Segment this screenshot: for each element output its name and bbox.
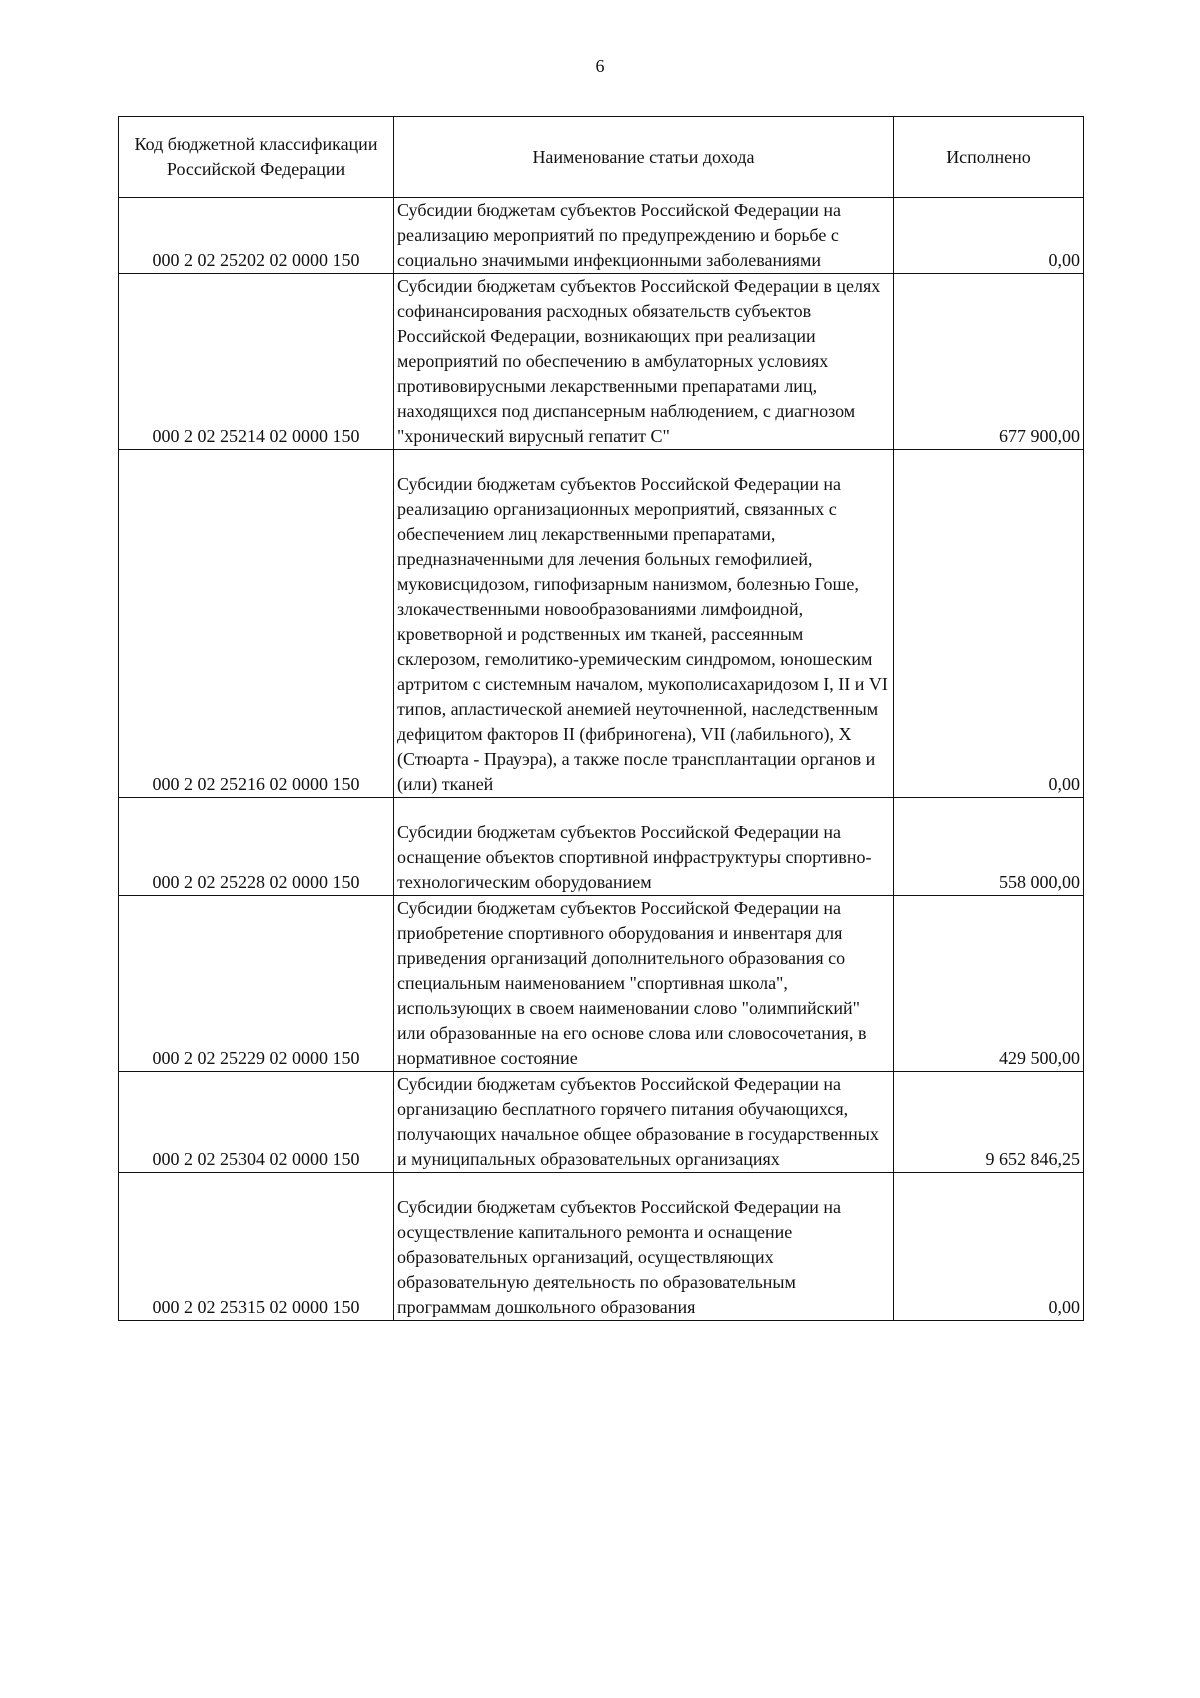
revenue-name-cell: Субсидии бюджетам субъектов Российской Федерации в целях софинансирования расходных обязательств субъектов Российской Федерации, возникающих при реализации мероприятий по обеспечению в амбулаторных условиях противовирусными лекарственными препаратами лиц, находящихся под диспансерным наблюдением, с диагнозом "хронический вирусный гепатит С" — [394, 274, 894, 450]
executed-amount-cell: 0,00 — [894, 1173, 1084, 1321]
table-row — [119, 1173, 1084, 1321]
revenue-name-cell: Субсидии бюджетам субъектов Российской Федерации на реализацию мероприятий по предупреждению и борьбе с социально значимыми инфекционными заболеваниями — [394, 198, 894, 274]
revenue-table — [118, 116, 1084, 1321]
executed-amount-cell: 558 000,00 — [894, 798, 1084, 896]
budget-code-cell: 000 2 02 25228 02 0000 150 — [119, 798, 394, 896]
page-number: 6 — [595, 56, 605, 76]
budget-code-cell: 000 2 02 25229 02 0000 150 — [119, 896, 394, 1072]
executed-amount-cell: 677 900,00 — [894, 274, 1084, 450]
header-executed: Исполнено — [894, 117, 1084, 198]
budget-code-cell: 000 2 02 25304 02 0000 150 — [119, 1072, 394, 1173]
table-row — [119, 198, 1084, 274]
table-row — [119, 450, 1084, 798]
revenue-name-cell: Субсидии бюджетам субъектов Российской Федерации на оснащение объектов спортивной инфраструктуры спортивно-технологическим оборудованием — [394, 798, 894, 896]
header-budget-code: Код бюджетной классификации Российской Федерации — [119, 117, 394, 198]
budget-code-cell: 000 2 02 25214 02 0000 150 — [119, 274, 394, 450]
revenue-name-cell: Субсидии бюджетам субъектов Российской Федерации на приобретение спортивного оборудования и инвентаря для приведения организаций дополнительного образования со специальным наименованием "спортивная школа", использующих в своем наименовании слово "олимпийский" или образованные на его основе слова или словосочетания, в нормативное состояние — [394, 896, 894, 1072]
executed-amount-cell: 429 500,00 — [894, 896, 1084, 1072]
budget-code-cell: 000 2 02 25202 02 0000 150 — [119, 198, 394, 274]
revenue-name-cell: Субсидии бюджетам субъектов Российской Федерации на осуществление капитального ремонта и оснащение образовательных организаций, осуществляющих образовательную деятельность по образовательным программам дошкольного образования — [394, 1173, 894, 1321]
table-row — [119, 274, 1084, 450]
table-row — [119, 798, 1084, 896]
table-header-row — [119, 117, 1084, 198]
table-row — [119, 896, 1084, 1072]
table-row — [119, 1072, 1084, 1173]
header-revenue-name: Наименование статьи дохода — [394, 117, 894, 198]
revenue-name-cell: Субсидии бюджетам субъектов Российской Федерации на реализацию организационных мероприятий, связанных с обеспечением лиц лекарственными препаратами, предназначенными для лечения больных гемофилией, муковисцидозом, гипофизарным нанизмом, болезнью Гоше, злокачественными новообразованиями лимфоидной, кроветворной и родственных им тканей, рассеянным склерозом, гемолитико-уремическим синдромом, юношеским артритом с системным началом, мукополисахаридозом I, II и VI типов, апластической анемией неуточненной, наследственным дефицитом факторов II (фибриногена), VII (лабильного), X (Стюарта - Прауэра), а также после трансплантации органов и (или) тканей — [394, 450, 894, 798]
executed-amount-cell: 0,00 — [894, 450, 1084, 798]
revenue-name-cell: Субсидии бюджетам субъектов Российской Федерации на организацию бесплатного горячего питания обучающихся, получающих начальное общее образование в государственных и муниципальных образовательных организациях — [394, 1072, 894, 1173]
executed-amount-cell: 9 652 846,25 — [894, 1072, 1084, 1173]
executed-amount-cell: 0,00 — [894, 198, 1084, 274]
budget-code-cell: 000 2 02 25315 02 0000 150 — [119, 1173, 394, 1321]
budget-code-cell: 000 2 02 25216 02 0000 150 — [119, 450, 394, 798]
